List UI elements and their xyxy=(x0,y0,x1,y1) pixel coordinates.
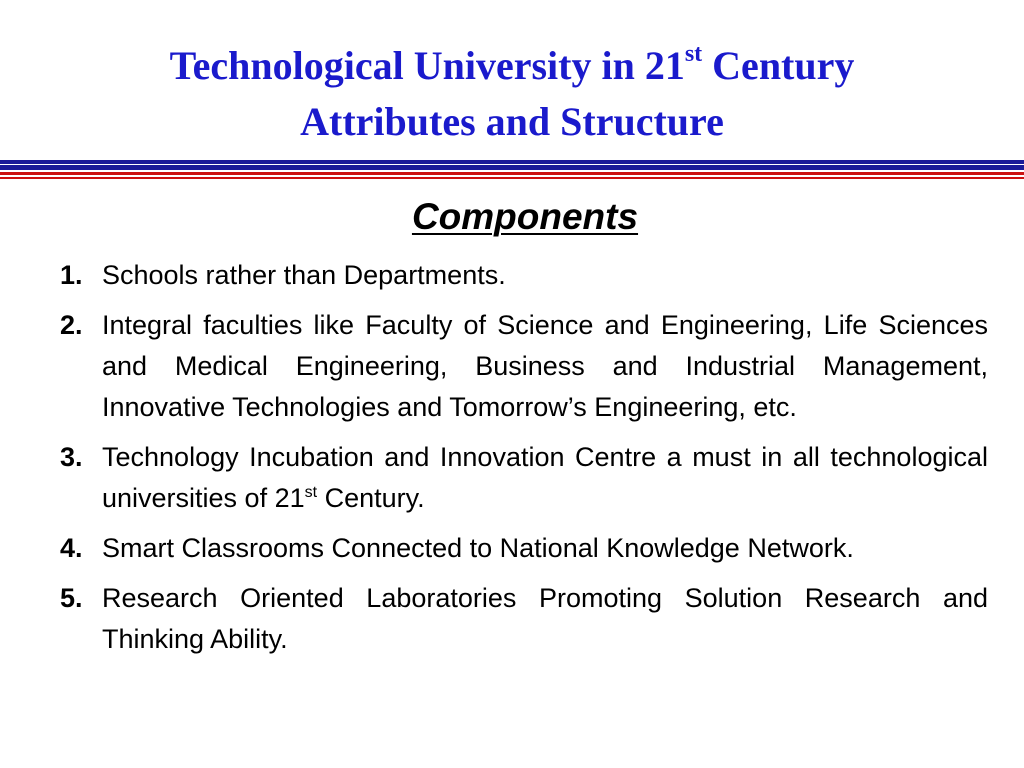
title-divider-red-2 xyxy=(0,177,1024,179)
list-item-text: Integral faculties like Faculty of Science and Engineering, Life Sciences and Medical Engineering, Business and Industrial Management, Innovative Technologies and Tomorrow’s Engineering, etc. xyxy=(102,310,988,422)
list-item-2 xyxy=(60,305,988,428)
list-item-5 xyxy=(60,578,988,660)
title-line-1-prefix: Technological University in 21 xyxy=(169,43,685,88)
list-item-text: Schools rather than Departments. xyxy=(102,260,506,290)
list-item-text: Research Oriented Laboratories Promoting Solution Research and Thinking Ability. xyxy=(102,583,988,654)
components-heading: Components xyxy=(411,196,639,237)
title-divider-red-1 xyxy=(0,172,1024,175)
title-line-2: Attributes and Structure xyxy=(300,99,724,144)
list-item-text xyxy=(102,437,988,519)
list-item-number: 5. xyxy=(60,583,83,613)
list-item-number: 2. xyxy=(60,310,83,340)
list-item-1 xyxy=(60,255,988,296)
list-item-number: 1. xyxy=(60,260,83,290)
title-line-1 xyxy=(0,38,1024,94)
title-superscript: st xyxy=(684,40,703,67)
list-item-text: Smart Classrooms Connected to National Knowledge Network. xyxy=(102,533,854,563)
list-item-3 xyxy=(60,437,988,519)
title-line-1-suffix: Century xyxy=(702,43,855,88)
list-item-number: 4. xyxy=(60,533,83,563)
slide-title xyxy=(0,38,1024,150)
title-divider-blue-thick xyxy=(0,165,1024,170)
list-item-text-prefix: Technology Incubation and Innovation Centre a must in all technological universities of 21 xyxy=(102,442,988,513)
title-divider-blue-thin xyxy=(0,160,1024,164)
list-item-superscript: st xyxy=(304,484,318,501)
components-list xyxy=(60,255,988,669)
list-item-4 xyxy=(60,528,988,569)
list-item-number: 3. xyxy=(60,442,83,472)
list-item-text-suffix: Century. xyxy=(317,483,425,513)
